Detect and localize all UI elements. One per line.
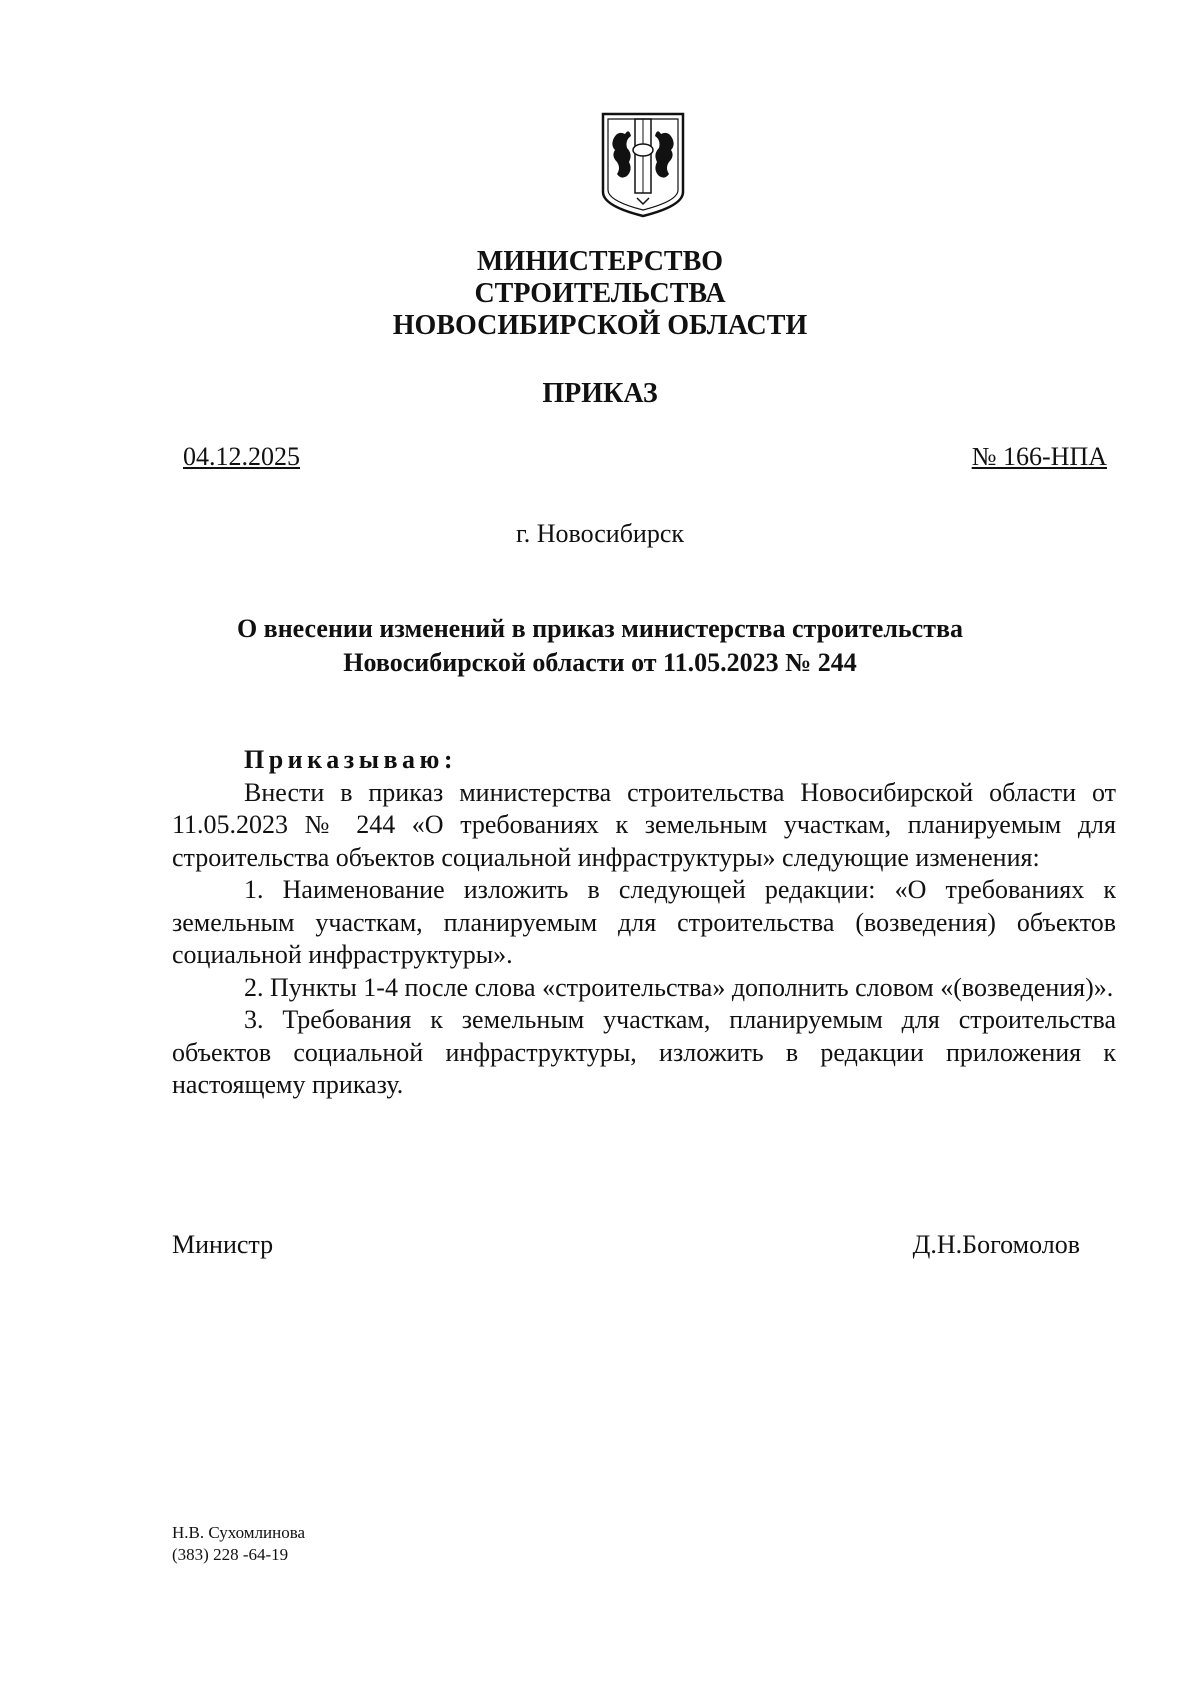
signatory-role: Министр [172,1230,274,1259]
coat-of-arms-icon [599,110,687,220]
order-body [172,744,1116,1102]
order-title [0,612,1200,680]
directive: Приказываю: [244,745,458,774]
body-paragraph: 3. Требования к земельным участкам, планируемым для строительства объектов социальной инфраструктуры, изложить в редакции приложения к настоящему приказу. [172,1005,1116,1099]
order-date: 04.12.2025 [183,442,300,471]
ministry-line: МИНИСТЕРСТВО [476,246,724,277]
body-paragraph: 1. Наименование изложить в следующей редакции: «О требованиях к земельным участкам, планируемым для строительства (возведения) объектов социальной инфраструктуры». [172,875,1116,969]
title-line: Новосибирской области от 11.05.2023 № 244 [343,648,857,677]
signatory-name: Д.Н.Богомолов [912,1230,1080,1259]
ministry-line: СТРОИТЕЛЬСТВА [474,278,726,309]
executor-phone: (383) 228 -64-19 [172,1545,289,1564]
executor-name: Н.В. Сухомлинова [172,1523,306,1542]
order-number: № 166-НПА [971,442,1107,471]
ministry-line: НОВОСИБИРСКОЙ ОБЛАСТИ [392,310,808,341]
city: г. Новосибирск [515,519,685,548]
ministry-name [0,246,1200,342]
executor-info [172,1522,305,1566]
document-type: ПРИКАЗ [542,378,658,409]
body-paragraph: 2. Пункты 1-4 после слова «строительства» дополнить словом «(возведения)». [244,972,1114,1002]
title-line: О внесении изменений в приказ министерства строительства [236,614,964,643]
body-paragraph: Внести в приказ министерства строительства Новосибирской области от 11.05.2023 № 244 «О требованиях к земельным участкам, планируемым для строительства объектов социальной инфраструктуры» следующие изменения: [172,777,1116,872]
